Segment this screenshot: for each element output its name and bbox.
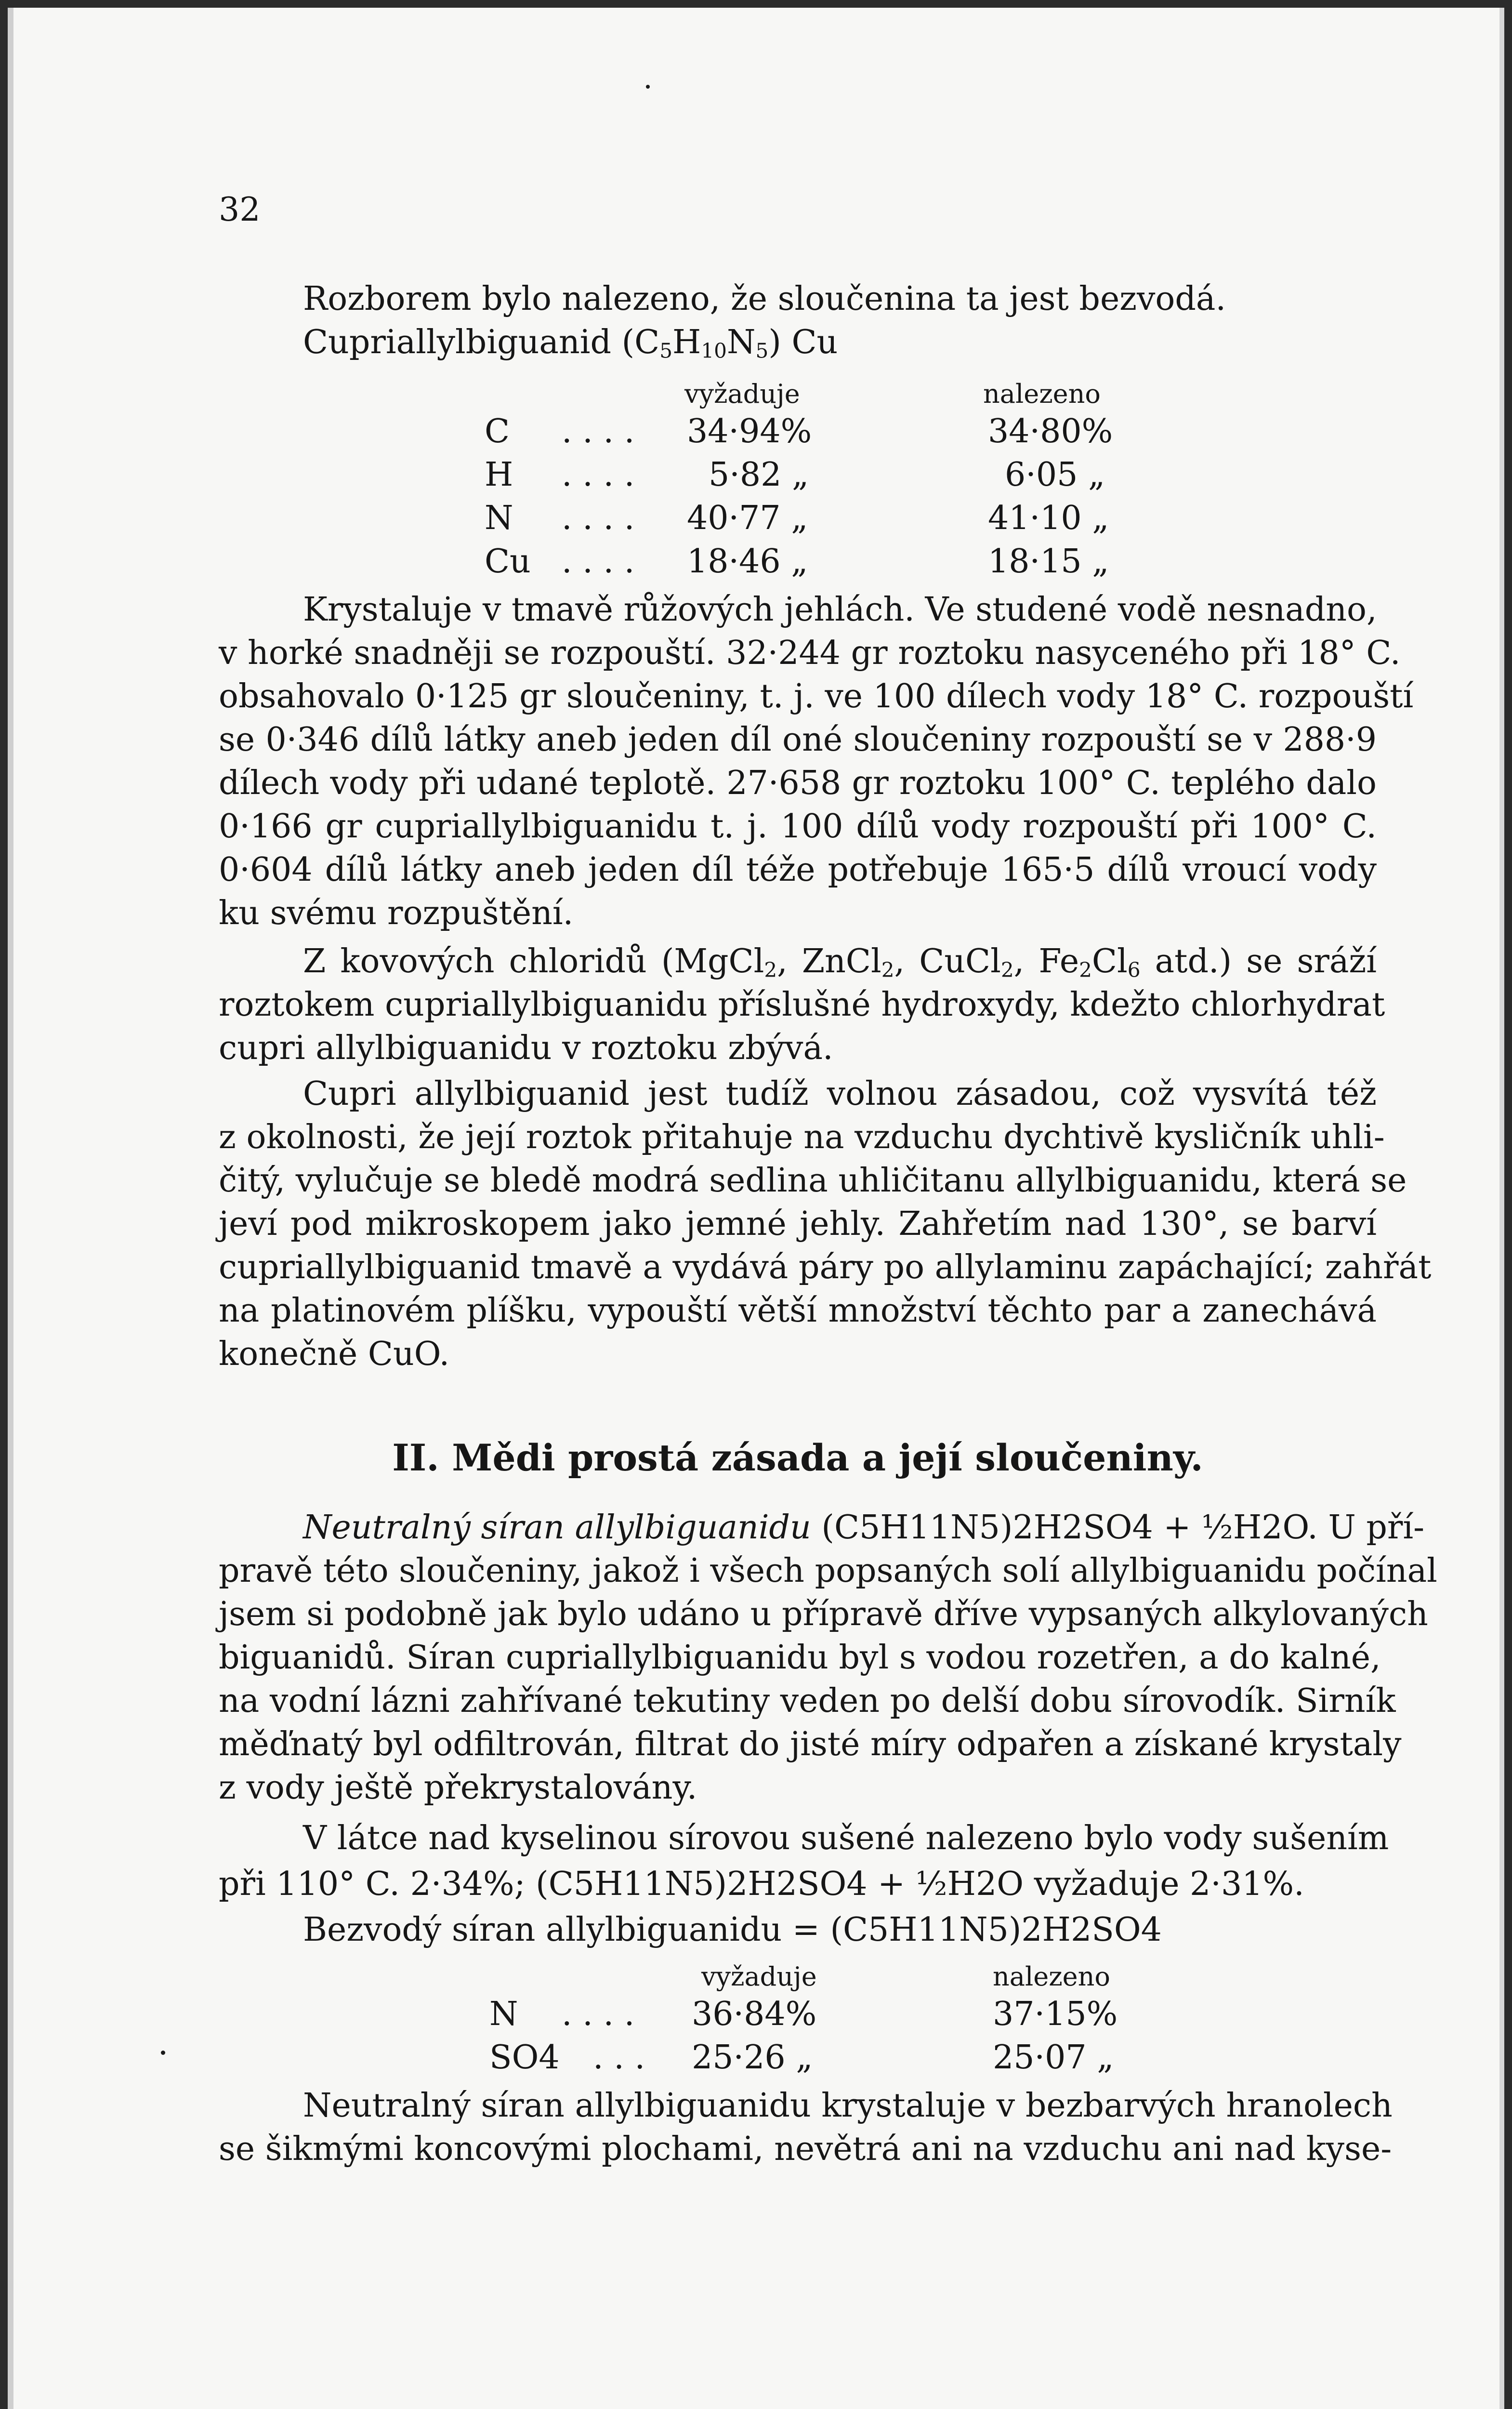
paragraph-line: v horké snadněji se rozpouští. 32·244 gr roztoku nasyceného při 18° C. <box>219 634 1401 672</box>
page-number: 32 <box>219 191 261 229</box>
table1-found: 41·10 „ <box>988 499 1109 537</box>
table2-found: 25·07 „ <box>993 2038 1114 2077</box>
table2-dots: . . . . <box>562 1995 635 2033</box>
paragraph-line: jeví pod mikroskopem jako jemné jehly. Zahřetím nad 130°, se barví <box>219 1205 1377 1243</box>
paragraph-line: z okolnosti, že její roztok přitahuje na vzduchu dychtivě kysličník uhli- <box>219 1118 1385 1156</box>
intro-line: Rozborem bylo nalezeno, že sloučenina ta jest bezvodá. <box>303 280 1226 318</box>
paragraph-line: čitý, vylučuje se bledě modrá sedlina uhličitanu allylbiguanidu, která se <box>219 1162 1407 1200</box>
paragraph-line: se 0·346 dílů látky aneb jeden díl oné sloučeniny rozpouští se v 288·9 <box>219 721 1377 759</box>
paragraph-line: Cupri allylbiguanid jest tudíž volnou zásadou, což vysvítá též <box>303 1075 1377 1113</box>
paragraph-line: Neutralný síran allylbiguanidu krystaluje v bezbarvých hranolech <box>303 2087 1393 2125</box>
paragraph-line: měďnatý byl odfiltrován, filtrat do jisté míry odpařen a získané krystaly <box>219 1725 1402 1763</box>
table1-element: N <box>485 499 513 537</box>
paragraph-line: dílech vody při udané teplotě. 27·658 gr roztoku 100° C. teplého dalo <box>219 764 1377 802</box>
table2-required: 25·26 „ <box>692 2038 813 2077</box>
section-heading: II. Mědi prostá zásada a její sloučeniny. <box>392 1436 1203 1479</box>
table2-dots: . . . <box>593 2038 645 2077</box>
paragraph-line: obsahovalo 0·125 gr sloučeniny, t. j. ve 100 dílech vody 18° C. rozpouští <box>219 677 1414 715</box>
chloride-line: Z kovových chloridů (MgCl$_2$, ZnCl$_2$, CuCl$_2$, $Fe_2Cl_6$ atd.) se sráží <box>303 942 1377 982</box>
table1-found: 6·05 „ <box>1005 456 1105 494</box>
formula-line: Cupriallylbiguanid $(C_5H_{10}N_5)$ Cu <box>303 323 838 363</box>
paragraph-line: se šikmými koncovými plochami, nevětrá ani na vzduchu ani nad kyse- <box>219 2130 1392 2168</box>
table1-required: 40·77 „ <box>687 499 808 537</box>
table2-required: 36·84% <box>692 1995 817 2033</box>
page-right-edge <box>1499 8 1504 2409</box>
table2-element: N <box>489 1995 518 2033</box>
paragraph-line: na vodní lázni zahřívané tekutiny veden po delší dobu sírovodík. Sirník <box>219 1682 1396 1720</box>
table1-required: 18·46 „ <box>687 543 808 581</box>
page-left-edge <box>8 8 13 2409</box>
paragraph-line: na platinovém plíšku, vypouští větší množství těchto par a zanechává <box>219 1292 1377 1330</box>
paragraph-line: 0·604 dílů látky aneb jeden díl téže potřebuje 165·5 dílů vroucí vody <box>219 851 1377 889</box>
paragraph-line: Bezvodý síran allylbiguanidu = (C5H11N5)2H2SO4 <box>303 1911 1162 1949</box>
scan-speck <box>646 85 650 89</box>
table1-required: 5·82 „ <box>709 456 809 494</box>
table1-header-required: vyžaduje <box>684 379 800 409</box>
table1-dots: . . . . <box>562 543 635 581</box>
table1-header-found: nalezeno <box>983 379 1101 409</box>
paragraph-line: jsem si podobně jak bylo udáno u přípravě dříve vypsaných alkylovaných <box>219 1595 1428 1633</box>
paragraph-line: roztokem cupriallylbiguanidu příslušné hydroxydy, kdežto chlorhydrat <box>219 986 1385 1024</box>
paragraph-line: konečně CuO. <box>219 1335 450 1373</box>
paragraph-line: biguanidů. Síran cupriallylbiguanidu byl s vodou rozetřen, a do kalné, <box>219 1639 1381 1677</box>
scanned-page <box>8 8 1504 2409</box>
paragraph-line: při 110° C. 2·34%; (C5H11N5)2H2SO4 + ½H2O vyžaduje 2·31%. <box>219 1865 1304 1903</box>
table1-element: H <box>485 456 513 494</box>
scan-speck <box>161 2051 165 2055</box>
paragraph-line: cupri allylbiguanidu v roztoku zbývá. <box>219 1029 833 1067</box>
paragraph-line: cupriallylbiguanid tmavě a vydává páry po allylaminu zapáchající; zahřát <box>219 1248 1432 1286</box>
neutral-sulfate-line: Neutralný síran allylbiguanidu (C5H11N5)2H2SO4 + ½H2O. U pří- <box>303 1509 1425 1547</box>
table2-found: 37·15% <box>993 1995 1118 2033</box>
paragraph-line: z vody ještě překrystalovány. <box>219 1769 697 1807</box>
paragraph-line: pravě této sloučeniny, jakož i všech popsaných solí allylbiguanidu počínal <box>219 1552 1437 1590</box>
table1-dots: . . . . <box>562 456 635 494</box>
table1-found: 34·80% <box>988 412 1113 450</box>
table1-found: 18·15 „ <box>988 543 1109 581</box>
paragraph-line: V látce nad kyselinou sírovou sušené nalezeno bylo vody sušením <box>303 1819 1389 1857</box>
table1-dots: . . . . <box>562 499 635 537</box>
table2-element: SO4 <box>489 2038 560 2077</box>
table1-dots: . . . . <box>562 412 635 450</box>
table1-element: Cu <box>485 543 531 581</box>
table2-header-required: vyžaduje <box>701 1961 817 1992</box>
table1-required: 34·94% <box>687 412 812 450</box>
paragraph-line: ku svému rozpuštění. <box>219 894 574 932</box>
paragraph-line: 0·166 gr cupriallylbiguanidu t. j. 100 dílů vody rozpouští při 100° C. <box>219 807 1377 846</box>
table2-header-found: nalezeno <box>993 1961 1110 1992</box>
paragraph-line: Krystaluje v tmavě růžových jehlách. Ve studené vodě nesnadno, <box>303 591 1377 629</box>
table1-element: C <box>485 412 510 450</box>
